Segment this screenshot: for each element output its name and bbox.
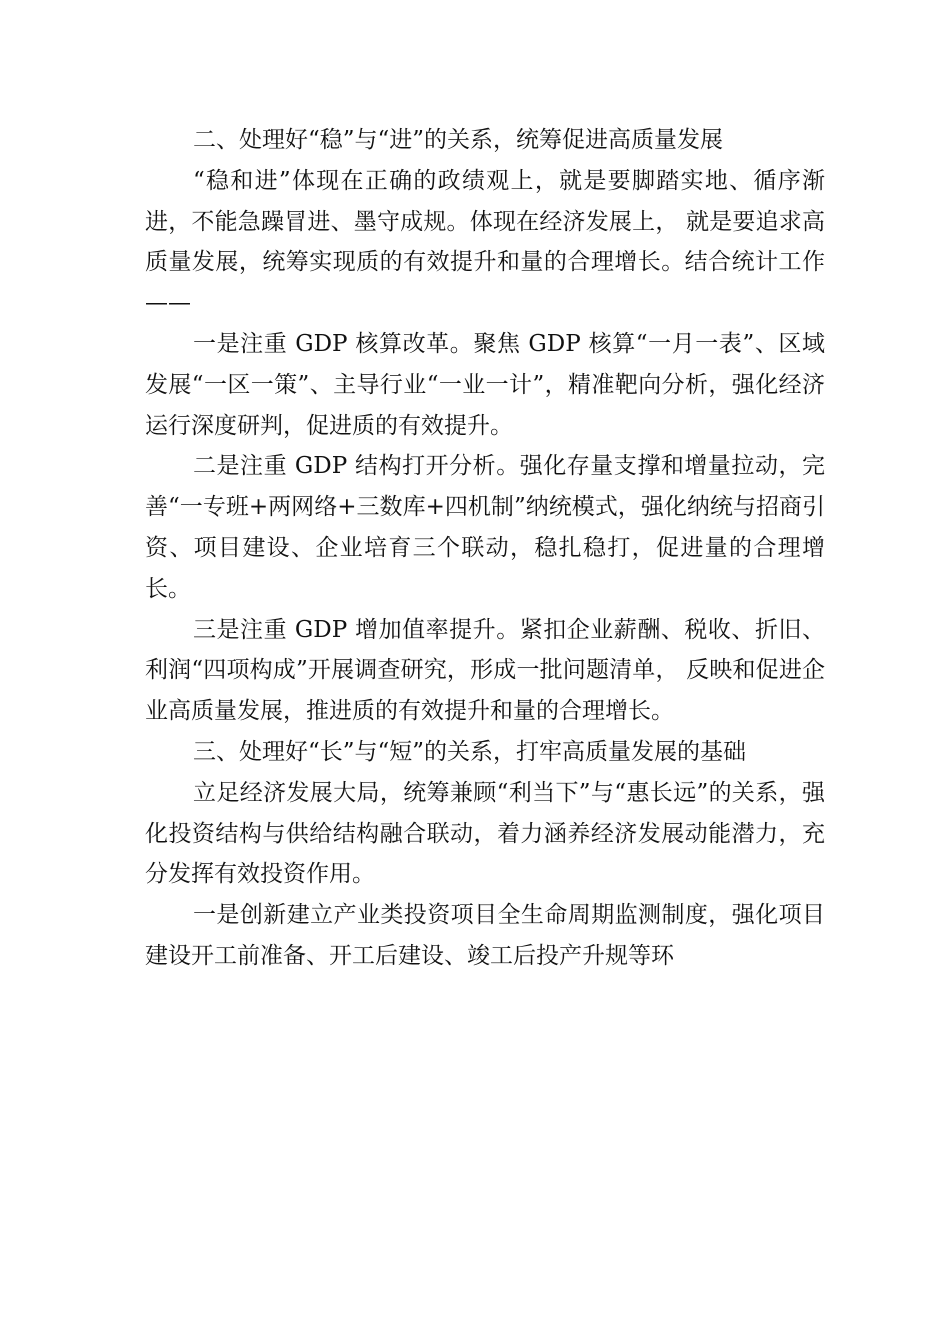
body-paragraph-stability-progress: “稳和进”体现在正确的政绩观上，就是要脚踏实地、循序渐进，不能急躁冒进、墨守成规。体现在经济发展上， 就是要追求高质量发展，统筹实现质的有效提升和量的合理增长。结合统计工作—— (145, 167, 825, 317)
body-paragraph-project-monitoring: 一是创新建立产业类投资项目全生命周期监测制度，强化项目建设开工前准备、开工后建设、竣工后投产升规等环 (145, 902, 825, 969)
section-heading-3: 三、处理好“长”与“短”的关系，打牢高质量发展的基础 (193, 738, 747, 765)
body-paragraph-gdp-accounting: 一是注重 GDP 核算改革。聚焦 GDP 核算“一月一表”、区域发展“一区一策”、主导行业“一业一计”，精准靶向分析，强化经济运行深度研判，促进质的有效提升。 (145, 330, 825, 439)
body-paragraph-investment: 立足经济发展大局，统筹兼顾“利当下”与“惠长远”的关系，强化投资结构与供给结构融合联动，着力涵养经济发展动能潜力，充分发挥有效投资作用。 (145, 779, 825, 888)
document-page (145, 120, 825, 977)
section-heading-2: 二、处理好“稳”与“进”的关系，统筹促进高质量发展 (193, 127, 724, 153)
body-paragraph-gdp-structure: 二是注重 GDP 结构打开分析。强化存量支撑和增量拉动，完善“一专班+两网络+三数库+四机制”纳统模式，强化纳统与招商引资、项目建设、企业培育三个联动，稳扎稳打，促进量的合理增长。 (145, 453, 825, 602)
body-paragraph-gdp-value-added: 三是注重 GDP 增加值率提升。紧扣企业薪酬、税收、折旧、利润“四项构成”开展调查研究，形成一批问题清单， 反映和促进企业高质量发展，推进质的有效提升和量的合理增长。 (145, 616, 825, 725)
